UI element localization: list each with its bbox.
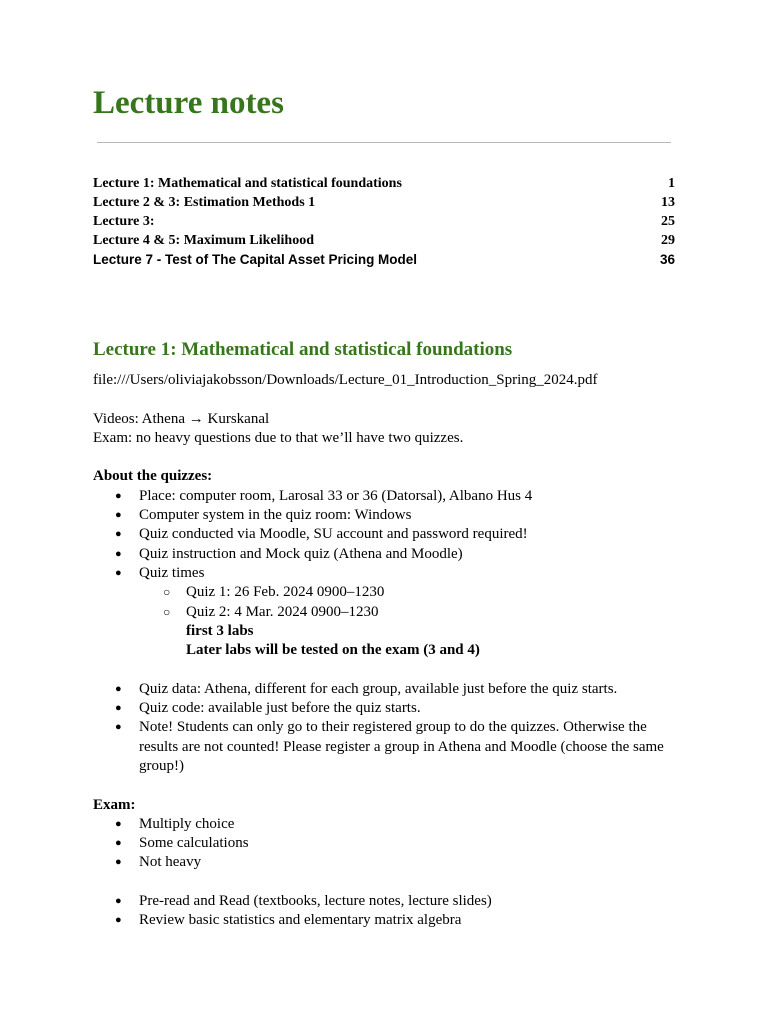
section-heading: Lecture 1: Mathematical and statistical foundations xyxy=(93,339,513,360)
table-of-contents xyxy=(93,174,675,269)
list-item: ● Pre-read and Read (textbooks, lecture notes, lecture slides) xyxy=(139,892,683,911)
toc-entry[interactable] xyxy=(93,193,675,212)
list-item: ○ Quiz 2: 4 Mar. 2024 0900–1230 xyxy=(186,603,683,622)
toc-entry-page[interactable]: 36 xyxy=(659,252,675,267)
list-item: ● Quiz data: Athena, different for each group, available just before the quiz starts. xyxy=(139,680,683,699)
list-item: ● Quiz code: available just before the quiz starts. xyxy=(139,699,683,718)
toc-entry[interactable] xyxy=(93,174,675,193)
list-item: ● Multiply choice xyxy=(139,815,683,834)
quiz-times-list xyxy=(139,583,683,622)
quiz-details-list xyxy=(93,680,683,776)
page-title: Lecture notes xyxy=(93,85,284,121)
list-item: ● Not heavy xyxy=(139,853,683,872)
bullet-icon: ● xyxy=(115,509,122,522)
spacer xyxy=(93,873,683,892)
list-item: ● Place: computer room, Larosal 33 or 36 (Datorsal), Albano Hus 4 xyxy=(139,487,683,506)
toc-entry[interactable] xyxy=(93,212,675,231)
list-item: ● Computer system in the quiz room: Windows xyxy=(139,506,683,525)
bullet-icon: ● xyxy=(115,528,122,541)
spacer xyxy=(93,390,683,409)
quiz-note: first 3 labs xyxy=(186,622,254,639)
videos-line: Videos: Athena → Kurskanal xyxy=(93,410,270,427)
exam-list xyxy=(93,815,683,873)
exam-note: Exam: no heavy questions due to that we’ll have two quizzes. xyxy=(93,429,464,446)
study-list xyxy=(93,892,683,931)
toc-entry[interactable] xyxy=(93,250,675,269)
title-divider xyxy=(97,142,671,143)
toc-entry-page[interactable]: 29 xyxy=(661,233,675,248)
bullet-icon: ● xyxy=(115,682,122,695)
hollow-bullet-icon: ○ xyxy=(163,585,171,600)
bullet-icon: ● xyxy=(115,489,122,502)
list-item: ● Note! Students can only go to their registered group to do the quizzes. Otherwise the results are not counted! Please register a group in Athena and Moodle (choose the same group!) xyxy=(115,719,664,774)
bullet-icon: ● xyxy=(115,566,122,579)
toc-entry[interactable] xyxy=(93,231,675,250)
quizzes-heading: About the quizzes: xyxy=(93,468,213,485)
list-item: ● Review basic statistics and elementary matrix algebra xyxy=(139,911,683,930)
list-item: ● Quiz times ○ Quiz 1: 26 Feb. 2024 0900–1230 ○ Quiz 2: 4 Mar. 2024 0900–1230 first 3 labs Later labs will be tested on the exam (3 and 4) xyxy=(139,564,683,660)
section-body xyxy=(93,371,683,931)
spacer xyxy=(93,448,683,467)
quiz-list xyxy=(93,487,683,661)
exam-heading: Exam: xyxy=(93,796,136,813)
toc-entry-label[interactable]: Lecture 7 - Test of The Capital Asset Pricing Model xyxy=(93,252,418,267)
bullet-icon: ● xyxy=(115,837,122,850)
toc-entry-label[interactable]: Lecture 4 & 5: Maximum Likelihood xyxy=(93,233,315,248)
bullet-icon: ● xyxy=(115,702,122,715)
toc-entry-label[interactable]: Lecture 3: xyxy=(93,214,155,229)
bullet-icon: ● xyxy=(115,817,122,830)
list-item: ● Quiz instruction and Mock quiz (Athena and Moodle) xyxy=(139,545,683,564)
spacer xyxy=(93,776,683,795)
toc-entry-page[interactable]: 25 xyxy=(661,214,675,229)
spacer xyxy=(93,660,683,679)
list-item: ○ Quiz 1: 26 Feb. 2024 0900–1230 xyxy=(186,583,683,602)
bullet-icon: ● xyxy=(115,914,122,927)
toc-entry-label[interactable]: Lecture 1: Mathematical and statistical foundations xyxy=(93,176,402,191)
hollow-bullet-icon: ○ xyxy=(163,604,171,619)
list-item: ● Some calculations xyxy=(139,834,683,853)
toc-entry-page[interactable]: 13 xyxy=(661,195,675,210)
bullet-icon: ● xyxy=(115,721,122,734)
bullet-icon: ● xyxy=(115,547,122,560)
quiz-note: Later labs will be tested on the exam (3 and 4) xyxy=(186,642,480,659)
toc-entry-page[interactable]: 1 xyxy=(668,176,675,191)
list-item: ● Quiz conducted via Moodle, SU account and password required! xyxy=(139,525,683,544)
bullet-icon: ● xyxy=(115,856,122,869)
file-link[interactable]: file:///Users/oliviajakobsson/Downloads/Lecture_01_Introduction_Spring_2024.pdf xyxy=(93,372,598,388)
toc-entry-label[interactable]: Lecture 2 & 3: Estimation Methods 1 xyxy=(93,195,316,210)
bullet-icon: ● xyxy=(115,895,122,908)
